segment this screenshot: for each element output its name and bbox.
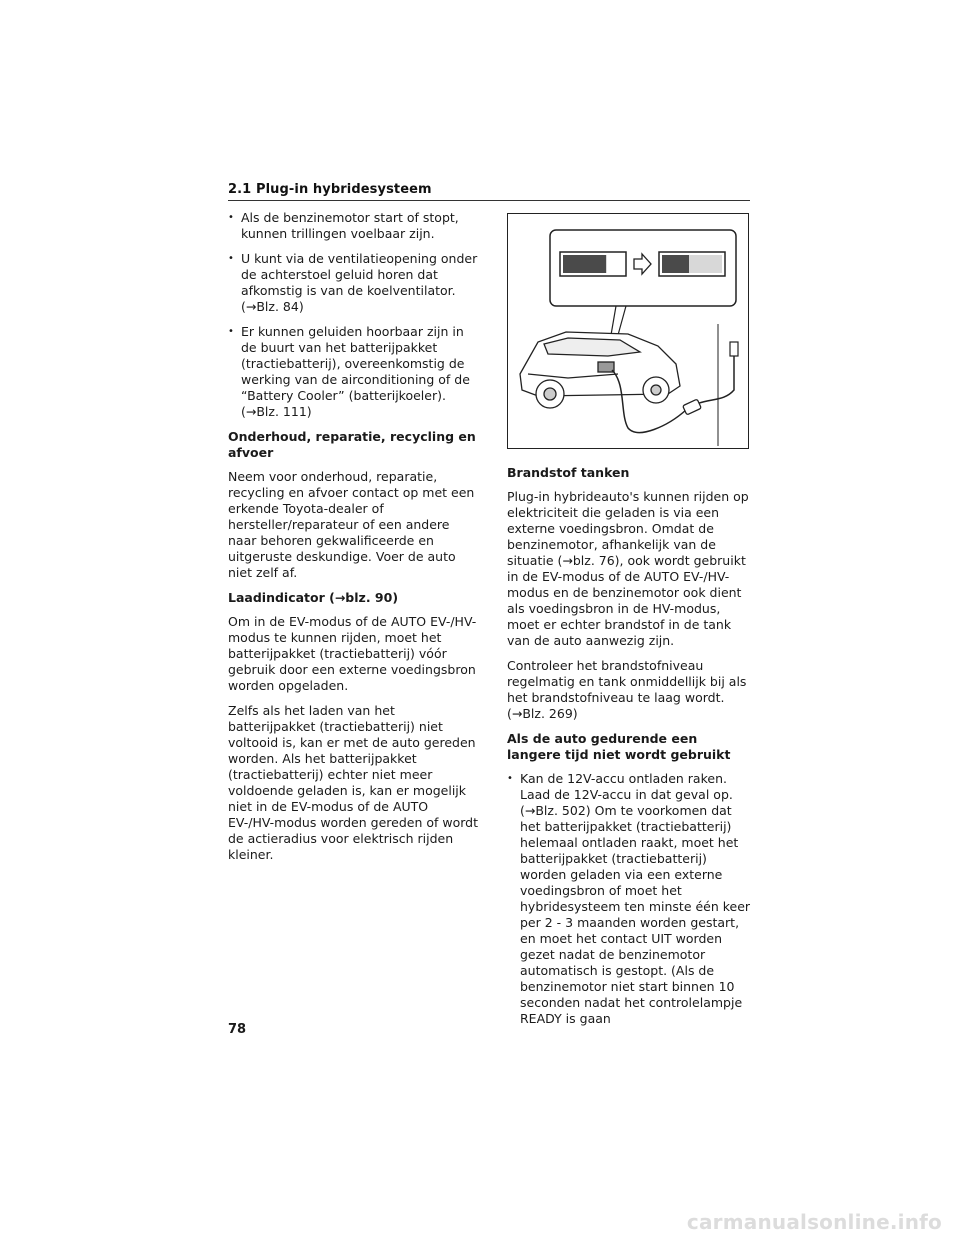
paragraph-refuel-2: Controleer het brandstofniveau regelmatig en tank onmiddellijk bij als het brandstofniveau te laag wordt. (→Blz. 269) [507, 658, 747, 721]
paragraph-charge-1: Om in de EV-modus of de AUTO EV-/HV-modus te kunnen rijden, moet het batterijpakket (tractiebatterij) vóór gebruik door een externe voedingsbron worden opgeladen. [228, 614, 477, 693]
paragraph-charge-2: Zelfs als het laden van het batterijpakket (tractiebatterij) niet voltooid is, kan er met de auto gereden worden. Als het batterijpakket (tractiebatterij) echter niet meer voldoende geladen is, kan er mogelijk niet in de EV-modus of de AUTO EV-/HV-modus worden gereden of wordt de actieradius voor elektrisch rijden kleiner. [228, 703, 478, 862]
bullet-list-top [228, 210, 478, 420]
charging-box-icon [683, 399, 702, 415]
heading-charge-indicator: Laadindicator (→blz. 90) [228, 590, 399, 605]
paragraph-refuel-1: Plug-in hybrideauto's kunnen rijden op elektriciteit die geladen is via een externe voedingsbron. Omdat de benzinemotor, afhankelijk van de situatie (→blz. 76), ook wordt gebruikt in de EV-modus of de AUTO EV-/HV-modus en de benzinemotor ook dient als voedingsbron in de HV-modus, moet er echter brandstof in de tank van de auto aanwezig zijn. [507, 489, 749, 648]
list-item: • U kunt via de ventilatieopening onder de achterstoel geluid horen dat afkomstig is van de koelventilator. (→Blz. 84) [228, 251, 478, 315]
charge-fill-after [662, 255, 689, 273]
heading-long-storage: Als de auto gedurende een langere tijd niet wordt gebruikt [507, 731, 731, 762]
heading-maintenance: Onderhoud, reparatie, recycling en afvoer [228, 429, 476, 460]
left-column [228, 210, 478, 872]
page-header [228, 178, 750, 201]
charge-fill-before [563, 255, 606, 273]
paragraph-maintenance: Neem voor onderhoud, reparatie, recycling en afvoer contact op met een erkende Toyota-dealer of hersteller/reparateur of een andere naar behoren gekwalificeerde en uitgeruste deskundige. Voer de auto niet zelf af. [228, 469, 475, 580]
charging-illustration-svg [508, 214, 748, 448]
page-number: 78 [228, 1022, 247, 1037]
wall-outlet-icon [730, 342, 738, 356]
charging-illustration [507, 213, 749, 449]
list-item: • Er kunnen geluiden hoorbaar zijn in de buurt van het batterijpakket (tractiebatterij), overeenkomstig de werking van de airconditioning of de “Battery Cooler” (batterijkoeler). (→Blz. 111) [228, 324, 478, 420]
heading-refuel: Brandstof tanken [507, 465, 630, 480]
section-title: 2.1 Plug-in hybridesysteem [228, 182, 432, 197]
watermark: carmanualsonline.info [686, 1210, 942, 1234]
car-icon [520, 332, 680, 408]
right-column [507, 210, 755, 1036]
bullet-list-storage [507, 771, 755, 1027]
list-item: • Als de benzinemotor start of stopt, kunnen trillingen voelbaar zijn. [228, 210, 478, 242]
list-item: • Kan de 12V-accu ontladen raken. Laad de 12V-accu in dat geval op. (→Blz. 502) Om te voorkomen dat het batterijpakket (tractiebatterij) helemaal ontladen raakt, moet het batterijpakket (tractiebatterij) worden geladen via een externe voedingsbron of moet het hybridesysteem ten minste één keer per 2 - 3 maanden worden gestart, en moet het contact UIT worden gezet nadat de benzinemotor automatisch is gestopt. (Als de benzinemotor niet start binnen 10 seconden nadat het controlelampje READY is gaan [507, 771, 755, 1027]
